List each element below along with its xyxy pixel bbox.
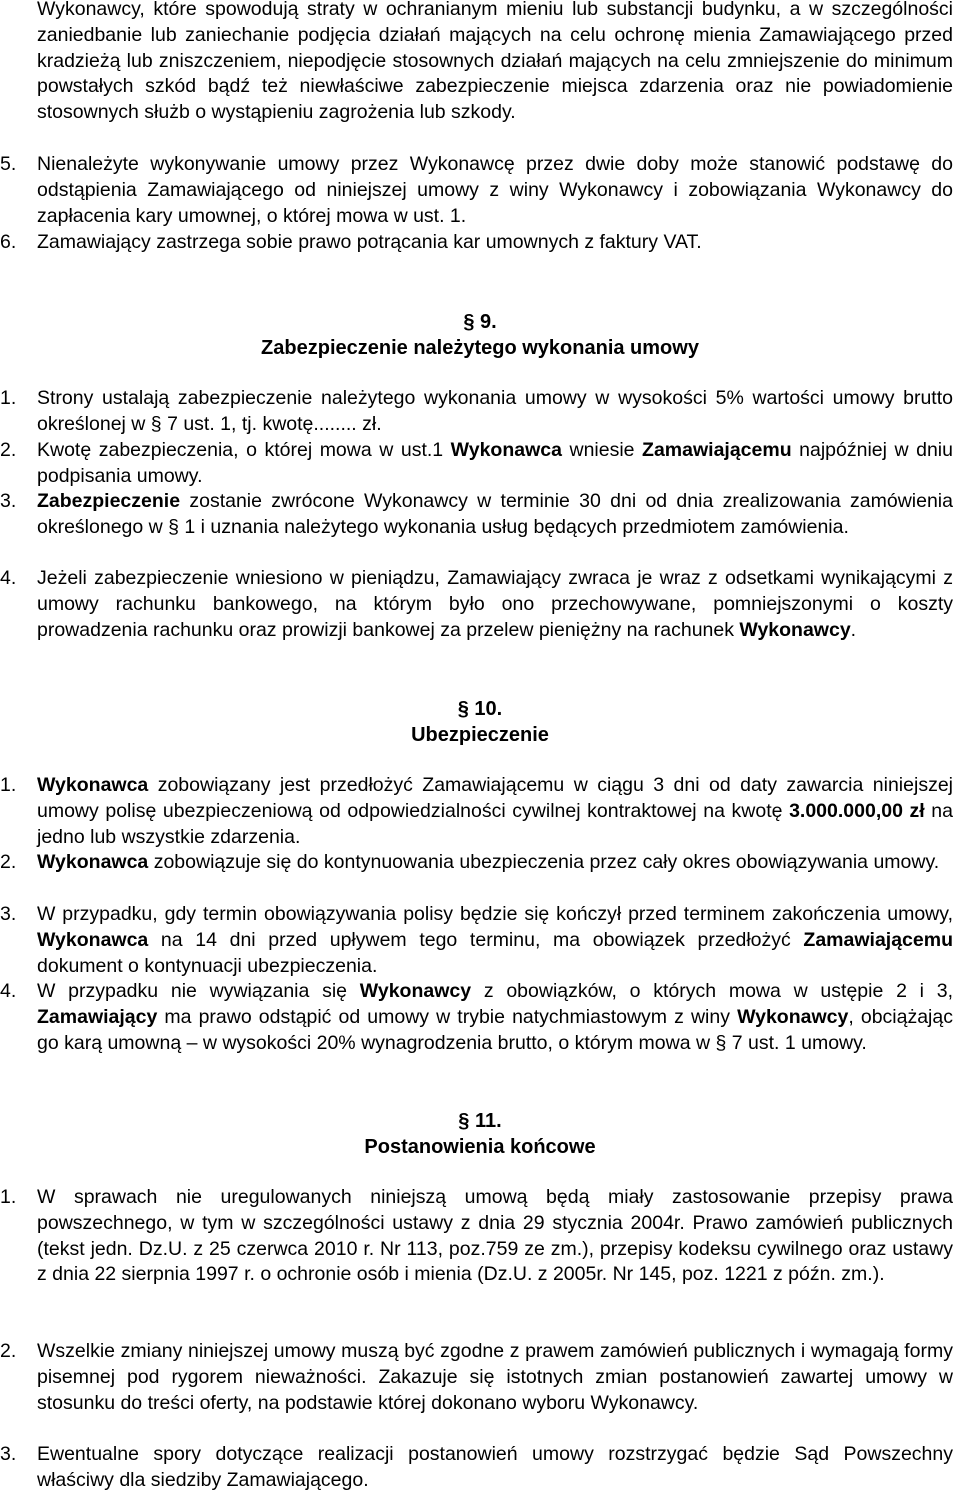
s10-item-1 xyxy=(0,773,953,850)
s9-item-3 xyxy=(0,489,953,541)
item-text-c: na jedno lub wszystkie zdarzenia. xyxy=(37,799,953,848)
s10-item-2 xyxy=(0,850,953,876)
section-11-number: § 11. xyxy=(458,1110,502,1132)
item-bold-client: Zamawiającemu xyxy=(642,439,792,461)
item-text: Wszelkie zmiany niniejszej umowy muszą być zgodne z prawem zamówień publicznych i wymagają formy pisemnej pod rygorem nieważności. Zakazuje się istotnych zmian postanowień zawartej umowy w stosunku do treści oferty, na podstawie której dokonano wyboru Wykonawcy. xyxy=(37,1340,953,1414)
item-bold-contractor: Wykonawca xyxy=(37,851,149,873)
s11-item-3 xyxy=(0,1442,953,1494)
s10-item-4 xyxy=(0,979,954,1056)
item-number: 1. xyxy=(0,774,17,796)
s11-item-1 xyxy=(0,1185,953,1288)
item-text-c: wniesie xyxy=(561,439,643,461)
item-number: 1. xyxy=(0,1186,17,1208)
item-number: 2. xyxy=(0,851,17,873)
item-bold-contractor: Wykonawca xyxy=(37,774,149,796)
item-text-a: W przypadku nie wywiązania się xyxy=(37,980,360,1002)
item-number: 3. xyxy=(0,1443,17,1465)
clause-text: Zamawiający zastrzega sobie prawo potrącania kar umownych z faktury VAT. xyxy=(37,231,702,253)
item-bold-guarantee: Zabezpieczenie xyxy=(37,490,181,512)
item-number: 2. xyxy=(0,439,17,461)
item-text: Ewentualne spory dotyczące realizacji postanowień umowy rozstrzygać będzie Sąd Powszechny właściwy dla siedziby Zamawiającego. xyxy=(37,1443,953,1491)
section-10-title: Ubezpieczenie xyxy=(411,724,549,746)
item-bold-contractor: Wykonawcy xyxy=(739,618,851,641)
item-text-e: , obciążając go karą umowną – w wysokości 20% wynagrodzenia brutto, o którym mowa w § 7 ust. 1 umowy. xyxy=(37,1005,953,1054)
item-number: 2. xyxy=(0,1340,17,1362)
item-bold-amount: 3.000.000,00 zł xyxy=(789,799,925,822)
section-9-title: Zabezpieczenie należytego wykonania umowy xyxy=(261,337,699,359)
item-text-d: dokument o kontynuacji ubezpieczenia. xyxy=(37,954,378,977)
item-number: 3. xyxy=(0,903,17,925)
item-bold-contractor: Wykonawca xyxy=(450,439,562,461)
item-number: 4. xyxy=(0,567,17,589)
clause-5 xyxy=(0,152,953,229)
section-9-number: § 9. xyxy=(463,311,497,333)
item-number: 4. xyxy=(0,980,17,1002)
item-bold-contractor: Wykonawcy xyxy=(359,980,472,1002)
item-text-a: Jeżeli zabezpieczenie wniesiono w pieniądzu, Zamawiający zwraca je wraz z odsetkami wynikającymi z umowy rachunku bankowego, na którym było ono przechowywane, pomniejszonymi o koszty prowadzenia rachunku oraz prowizji bankowej za przelew pieniężny na rachunek xyxy=(37,567,953,641)
item-number: 3. xyxy=(0,490,17,512)
item-text-c: na 14 dni przed upływem tego terminu, ma obowiązek przedłożyć xyxy=(148,928,804,951)
intro-paragraph: Wykonawcy, które spowodują straty w ochranianym mieniu lub substancji budynku, a w szczególności zaniedbanie lub zaniechanie podjęcia działań mających na celu ochronę mienia Zamawiającego przed kradzieżą lub zniszczeniem, niepodjęcie stosownych działań mających na celu zmniejszenie do minimum powstałych szkód bądź też niewłaściwe zabezpieczenie miejsca zdarzenia oraz nie powiadomienie stosownych służb o wystąpieniu zagrożenia lub szkody. xyxy=(37,0,953,124)
section-11-title: Postanowienia końcowe xyxy=(364,1136,596,1158)
s11-item-2 xyxy=(0,1339,953,1416)
s9-item-4 xyxy=(0,566,953,643)
clause-number: 6. xyxy=(0,231,17,253)
item-bold-client: Zamawiającemu xyxy=(803,928,953,951)
s9-item-1 xyxy=(0,386,953,438)
s10-item-3 xyxy=(0,902,953,979)
item-text: W sprawach nie uregulowanych niniejszą umową będą miały zastosowanie przepisy prawa powszechnego, w tym w szczególności ustawy z dnia 29 stycznia 2004r. Prawo zamówień publicznych (tekst jedn. Dz.U. z 25 czerwca 2010 r. Nr 113, poz.759 ze zm.), przepisy kodeksu cywilnego oraz ustawy z dnia 22 sierpnia 1997 r. o ochronie osób i mienia (Dz.U. z 2005r. Nr 145, poz. 1221 z późn. zm.). xyxy=(37,1186,953,1286)
clause-text: Nienależyte wykonywanie umowy przez Wykonawcę przez dwie doby może stanowić podstawę do odstąpienia Zamawiającego od niniejszej umowy z winy Wykonawcy i zobowiązania Wykonawcy do zapłacenia kary umownej, o której mowa w ust. 1. xyxy=(37,153,953,227)
item-text-a: W przypadku, gdy termin obowiązywania polisy będzie się kończył przed terminem zakończenia umowy, xyxy=(37,903,953,925)
item-text-a: zostanie zwrócone Wykonawcy w terminie 30 dni od dnia zrealizowania zamówienia określonego w § 1 i uznania należytego wykonania usług będących przedmiotem zamówienia. xyxy=(37,490,953,538)
item-bold-contractor-2: Wykonawcy xyxy=(737,1005,849,1028)
item-text-a: zobowiązuje się do kontynuowania ubezpieczenia przez cały okres obowiązywania umowy. xyxy=(148,851,940,873)
item-text: Strony ustalają zabezpieczenie należytego wykonania umowy w wysokości 5% wartości umowy brutto określonej w § 7 ust. 1, tj. kwotę........ zł. xyxy=(37,387,953,435)
item-text-a: zobowiązany jest przedłożyć Zamawiającemu w ciągu 3 dni od daty zawarcia niniejszej umowy polisę ubezpieczeniową od odpowiedzialności cywilnej kontraktowej na kwotę xyxy=(37,774,953,822)
item-number: 1. xyxy=(0,387,17,409)
item-bold-client: Zamawiający xyxy=(37,1005,158,1028)
section-10-number: § 10. xyxy=(457,698,503,720)
item-text-c: . xyxy=(850,618,857,641)
clause-number: 5. xyxy=(0,153,17,175)
s9-item-2 xyxy=(0,438,953,490)
item-text-a: Kwotę zabezpieczenia, o której mowa w ust.1 xyxy=(37,439,451,461)
clause-6 xyxy=(0,230,953,256)
item-text-d: najpóźniej w dniu podpisania umowy. xyxy=(37,439,953,487)
item-text-d: ma prawo odstąpić od umowy w trybie natychmiastowym z winy xyxy=(157,1005,738,1028)
item-text-c: z obowiązków, o których mowa w ustępie 2 i 3, xyxy=(471,980,954,1002)
item-bold-contractor: Wykonawca xyxy=(37,928,149,951)
